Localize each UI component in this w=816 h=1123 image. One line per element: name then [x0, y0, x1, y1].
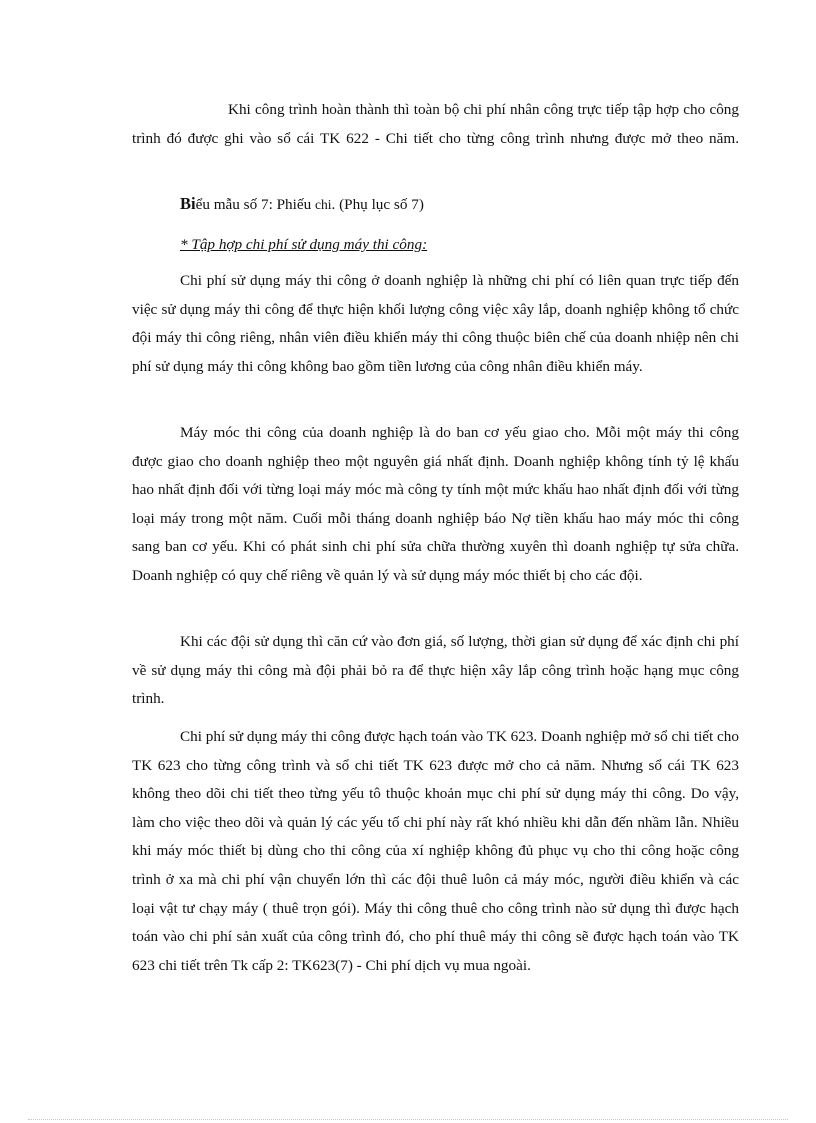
paragraph-labor-cost: Khi công trình hoàn thành thì toàn bộ chi phí nhân công trực tiếp tập hợp cho công trình đó được ghi vào sổ cái TK 622 - Chi tiết cho từng công trình nhưng được mở theo năm. [132, 101, 739, 147]
section-heading: * Tập hợp chi phí sử dụng máy thi công: [180, 236, 428, 253]
caption-chi: chi [314, 197, 332, 212]
caption-suffix: . (Phụ lục số 7) [331, 196, 424, 213]
caption-prefix: Bi [180, 194, 196, 213]
paragraph-machine-depreciation: Máy móc thi công của doanh nghiệp là do ban cơ yếu giao cho. Mỗi một máy thi công được giao cho doanh nghiệp theo một nguyên giá nhất định. Doanh nghiệp không tính tỷ lệ khấu hao nhất định đối với từng loại máy móc mà công ty tính một mức khấu hao nhất định đối với từng loại máy trong một năm. Cuối mỗi tháng doanh nghiệp báo Nợ tiền khấu hao máy móc thi công sang ban cơ yếu. Khi có phát sinh chi phí sửa chữa thường xuyên thì doanh nghiệp tự sửa chữa. Doanh nghiệp có quy chế riêng về quản lý và sử dụng máy móc thiết bị cho các đội. [132, 424, 739, 584]
paragraph-machine-cost-definition: Chi phí sử dụng máy thi công ở doanh nghiệp là những chi phí có liên quan trực tiếp đến việc sử dụng máy thi công để thực hiện khối lượng công việc xây lắp, doanh nghiệp không tổ chức đội máy thi công riêng, nhân viên điều khiển máy thi công thuộc biên chế của doanh nhiệp nên chi phí sử dụng máy thi công không bao gồm tiền lương của công nhân điều khiển máy. [132, 272, 739, 375]
form-caption [180, 190, 424, 219]
page-bottom-divider [28, 1119, 788, 1120]
paragraph-team-usage: Khi các đội sử dụng thì căn cứ vào đơn giá, số lượng, thời gian sử dụng để xác định chi phí về sử dụng máy thi công mà đội phải bỏ ra để thực hiện xây lắp công trình hoặc hạng mục công trình. [132, 633, 739, 708]
paragraph-account-623: Chi phí sử dụng máy thi công được hạch toán vào TK 623. Doanh nghiệp mở sổ chi tiết cho TK 623 cho từng công trình và sổ chi tiết TK 623 được mở cho cả năm. Nhưng sổ cái TK 623 không theo dõi chi tiết theo từng yếu tô thuộc khoản mục chi phí sử dụng máy thi công. Do vậy, làm cho việc theo dõi và quản lý các yếu tố chi phí này rất khó nhiều khi dẫn đến nhầm lẫn. Nhiều khi máy móc thiết bị dùng cho thi công của xí nghiệp không đủ phục vụ cho thi công hoặc công trình ở xa mà chi phí vận chuyển lớn thì các đội thuê luôn cả máy móc, người điều khiển và các loại vật tư chạy máy ( thuê trọn gói). Máy thi công thuê cho công trình nào sử dụng thì được hạch toán vào chi phí sản xuất của công trình đó, cho phí thuê máy thi công sẽ được hạch toán vào TK 623 chi tiết trên Tk cấp 2: TK623(7) - Chi phí dịch vụ mua ngoài. [132, 728, 739, 974]
caption-middle: ểu mẫu số 7: Phiếu [195, 196, 315, 213]
